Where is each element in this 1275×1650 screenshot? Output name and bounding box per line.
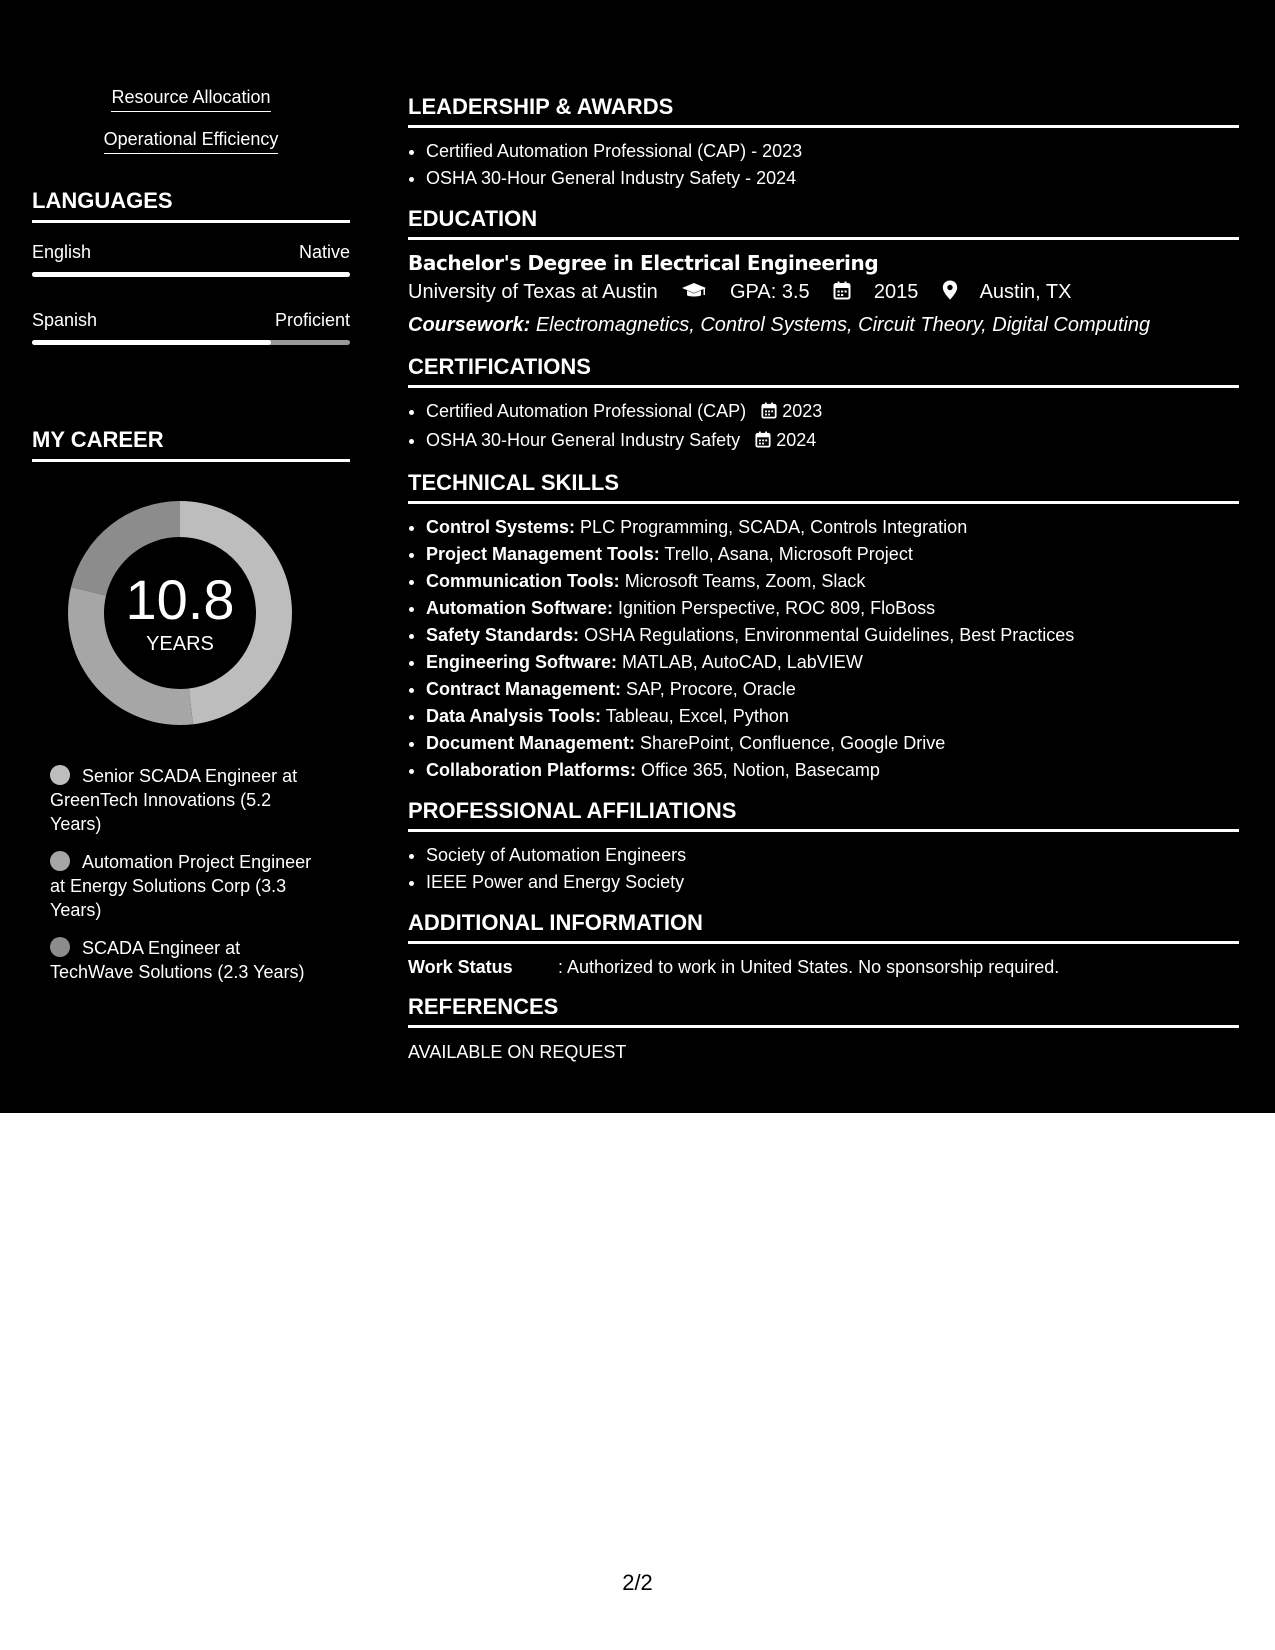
- education-section: [408, 206, 1239, 340]
- graduation-cap-icon: [681, 278, 707, 310]
- skill-label: Control Systems:: [426, 517, 576, 537]
- education-details: [408, 276, 1239, 310]
- certification-name: Certified Automation Professional (CAP): [426, 401, 747, 421]
- skill-value: SharePoint, Confluence, Google Drive: [640, 733, 946, 753]
- work-status-row: [408, 954, 1239, 980]
- leadership-section: [408, 94, 1239, 192]
- section-heading: EDUCATION: [408, 206, 1239, 240]
- skill-tag: [32, 128, 350, 154]
- language-bar: [32, 272, 350, 277]
- skill-item: [426, 622, 1239, 649]
- skill-label: Communication Tools:: [426, 571, 620, 591]
- certification-year: 2023: [782, 401, 823, 421]
- list-item: • IEEE Power and Energy Society: [426, 869, 1239, 896]
- career-heading: MY CAREER: [32, 427, 350, 462]
- skill-item: [426, 541, 1239, 568]
- language-bar: [32, 340, 350, 345]
- page-number: 2/2: [622, 1570, 653, 1595]
- language-bar-fill: [32, 340, 271, 345]
- career-list: [50, 764, 350, 984]
- skill-value: OSHA Regulations, Environmental Guidelines, Best Practices: [584, 625, 1075, 645]
- skill-value: Office 365, Notion, Basecamp: [641, 760, 880, 780]
- career-donut-chart: [65, 498, 295, 728]
- certification-name: OSHA 30-Hour General Industry Safety: [426, 430, 741, 450]
- list-item: • Society of Automation Engineers: [426, 842, 1239, 869]
- main-content: [408, 94, 1239, 1080]
- education-school: University of Texas at Austin: [408, 281, 658, 303]
- career-item-text: SCADA Engineer at TechWave Solutions (2.3 Years): [50, 938, 305, 982]
- skill-value: SAP, Procore, Oracle: [626, 679, 796, 699]
- language-bar-fill: [32, 272, 350, 277]
- education-degree: Bachelor's Degree in Electrical Engineering: [408, 251, 879, 275]
- education-location: Austin, TX: [979, 281, 1072, 303]
- certification-item: [426, 427, 1239, 456]
- languages-heading: LANGUAGES: [32, 188, 350, 223]
- skill-item: [426, 703, 1239, 730]
- coursework-value: Electromagnetics, Control Systems, Circuit Theory, Digital Computing: [535, 314, 1151, 336]
- certifications-section: [408, 354, 1239, 456]
- work-status-value: : Authorized to work in United States. No sponsorship required.: [558, 957, 1060, 977]
- education-year: 2015: [873, 281, 919, 303]
- skill-label: Document Management:: [426, 733, 636, 753]
- work-status-label: Work Status: [408, 957, 513, 977]
- language-name: English: [32, 242, 92, 262]
- section-heading: REFERENCES: [408, 994, 1239, 1028]
- skill-value: Microsoft Teams, Zoom, Slack: [624, 571, 866, 591]
- career-total-label: YEARS: [146, 633, 214, 655]
- career-total-years: 10.8: [125, 568, 235, 631]
- skill-label: Engineering Software:: [426, 652, 618, 672]
- skill-value: Trello, Asana, Microsoft Project: [664, 544, 913, 564]
- language-item: [32, 241, 350, 277]
- skill-item: [426, 595, 1239, 622]
- skill-value: PLC Programming, SCADA, Controls Integration: [580, 517, 968, 537]
- skill-value: MATLAB, AutoCAD, LabVIEW: [622, 652, 863, 672]
- calendar-icon: [755, 429, 771, 456]
- skill-value: Tableau, Excel, Python: [605, 706, 789, 726]
- certification-item: [426, 398, 1239, 427]
- skill-value: Ignition Perspective, ROC 809, FloBoss: [618, 598, 936, 618]
- career-item: [50, 936, 320, 984]
- section-heading: LEADERSHIP & AWARDS: [408, 94, 1239, 128]
- coursework-label: Coursework:: [408, 314, 531, 336]
- career-donut-center: [65, 498, 295, 728]
- map-pin-icon: [942, 278, 958, 310]
- skill-label: Safety Standards:: [426, 625, 580, 645]
- technical-skills-section: [408, 470, 1239, 784]
- section-heading: CERTIFICATIONS: [408, 354, 1239, 388]
- references-section: [408, 994, 1239, 1066]
- career-item-text: Senior SCADA Engineer at GreenTech Innovations (5.2 Years): [50, 766, 298, 834]
- list-item: • Certified Automation Professional (CAP) - 2023: [426, 138, 1239, 165]
- section-heading: ADDITIONAL INFORMATION: [408, 910, 1239, 944]
- skill-label: Project Management Tools:: [426, 544, 660, 564]
- career-dot-icon: [50, 765, 70, 785]
- education-gpa: GPA: 3.5: [730, 281, 810, 303]
- calendar-icon: [761, 400, 777, 427]
- sidebar: [32, 86, 350, 998]
- list-item: • OSHA 30-Hour General Industry Safety - 2024: [426, 165, 1239, 192]
- affiliations-section: [408, 798, 1239, 896]
- additional-info-section: [408, 910, 1239, 980]
- section-heading: PROFESSIONAL AFFILIATIONS: [408, 798, 1239, 832]
- certification-year: 2024: [776, 430, 817, 450]
- education-coursework: [408, 310, 1239, 340]
- skill-tag-label: Operational Efficiency: [104, 128, 279, 154]
- skill-label: Collaboration Platforms:: [426, 760, 637, 780]
- calendar-icon: [833, 278, 851, 310]
- career-dot-icon: [50, 937, 70, 957]
- section-heading: TECHNICAL SKILLS: [408, 470, 1239, 504]
- language-level: Native: [298, 242, 350, 262]
- skill-item: [426, 649, 1239, 676]
- career-item: [50, 764, 320, 836]
- skill-label: Data Analysis Tools:: [426, 706, 602, 726]
- career-dot-icon: [50, 851, 70, 871]
- skill-tag-label: Resource Allocation: [111, 86, 270, 112]
- skill-label: Contract Management:: [426, 679, 622, 699]
- language-name: Spanish: [32, 310, 98, 330]
- skill-item: [426, 568, 1239, 595]
- skill-item: [426, 757, 1239, 784]
- skill-item: [426, 730, 1239, 757]
- skill-item: [426, 514, 1239, 541]
- language-item: [32, 309, 350, 345]
- language-level: Proficient: [274, 310, 350, 330]
- career-item: [50, 850, 320, 922]
- skill-tag: [32, 86, 350, 112]
- references-text: AVAILABLE ON REQUEST: [408, 1042, 627, 1062]
- career-item-text: Automation Project Engineer at Energy Solutions Corp (3.3 Years): [50, 852, 312, 920]
- skills-list: [408, 514, 1239, 784]
- skill-item: [426, 676, 1239, 703]
- skill-label: Automation Software:: [426, 598, 613, 618]
